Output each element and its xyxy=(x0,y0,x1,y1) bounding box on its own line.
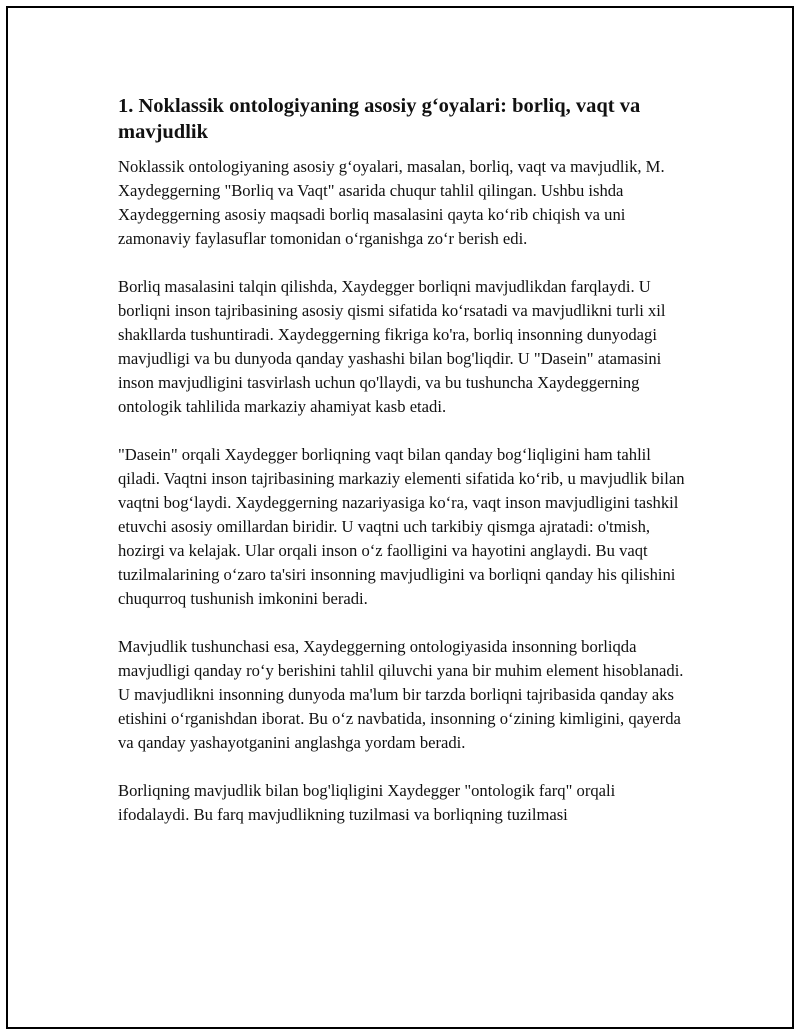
paragraph-4: Mavjudlik tushunchasi esa, Xaydeggerning ontologiyasida insonning borliqda mavjudligi qanday ro‘y berishini tahlil qiluvchi yana bir muhim element hisoblanadi. U mavjudlikni insonning dunyoda ma'lum bir tarzda borliqni tajribasida qanday aks etishini o‘rganishdan iborat. Bu o‘z navbatida, insonning o‘zining kimligini, qayerda va qanday yashayotganini anglashga yordam beradi. xyxy=(118,637,684,752)
paragraph-3: "Dasein" orqali Xaydegger borliqning vaqt bilan qanday bog‘liqligini ham tahlil qiladi. Vaqtni inson tajribasining markaziy elementi sifatida ko‘rib, u mavjudlik bilan vaqtni bog‘laydi. Xaydeggerning nazariyasiga ko‘ra, vaqt inson mavjudligini tashkil etuvchi asosiy omillardan biridir. U vaqtni uch tarkibiy qismga ajratadi: o'tmish, hozirgi va kelajak. Ular orqali inson o‘z faolligini va hayotini anglaydi. Bu vaqt tuzilmalarining o‘zaro ta'siri insonning mavjudligini va borliqni qanday his qilishini chuqurroq tushunish imkonini beradi. xyxy=(118,445,685,608)
section-heading: 1. Noklassik ontologiyaning asosiy g‘oyalari: borliq, vaqt va mavjudlik xyxy=(118,95,641,143)
document-body xyxy=(118,93,688,851)
paragraph-1: Noklassik ontologiyaning asosiy g‘oyalari, masalan, borliq, vaqt va mavjudlik, M. Xaydeggerning "Borliq va Vaqt" asarida chuqur tahlil qilingan. Ushbu ishda Xaydeggerning asosiy maqsadi borliq masalasini qayta ko‘rib chiqish va uni zamonaviy faylasuflar tomonidan o‘rganishga zo‘r berish edi. xyxy=(118,157,665,248)
paragraph-5: Borliqning mavjudlik bilan bog'liqligini Xaydegger "ontologik farq" orqali ifodalaydi. Bu farq mavjudlikning tuzilmasi va borliqning tuzilmasi xyxy=(118,781,616,824)
paragraph-2: Borliq masalasini talqin qilishda, Xaydegger borliqni mavjudlikdan farqlaydi. U borliqni inson tajribasining asosiy qismi sifatida ko‘rsatadi va mavjudlikni turli xil shakllarda tushuntiradi. Xaydeggerning fikriga ko'ra, borliq insonning dunyodagi mavjudligi va bu dunyoda qanday yashashi bilan bog'liqdir. U "Dasein" atamasini inson mavjudligini tasvirlash uchun qo'llaydi, va bu tushuncha Xaydeggerning ontologik tahlilida markaziy ahamiyat kasb etadi. xyxy=(118,277,666,416)
